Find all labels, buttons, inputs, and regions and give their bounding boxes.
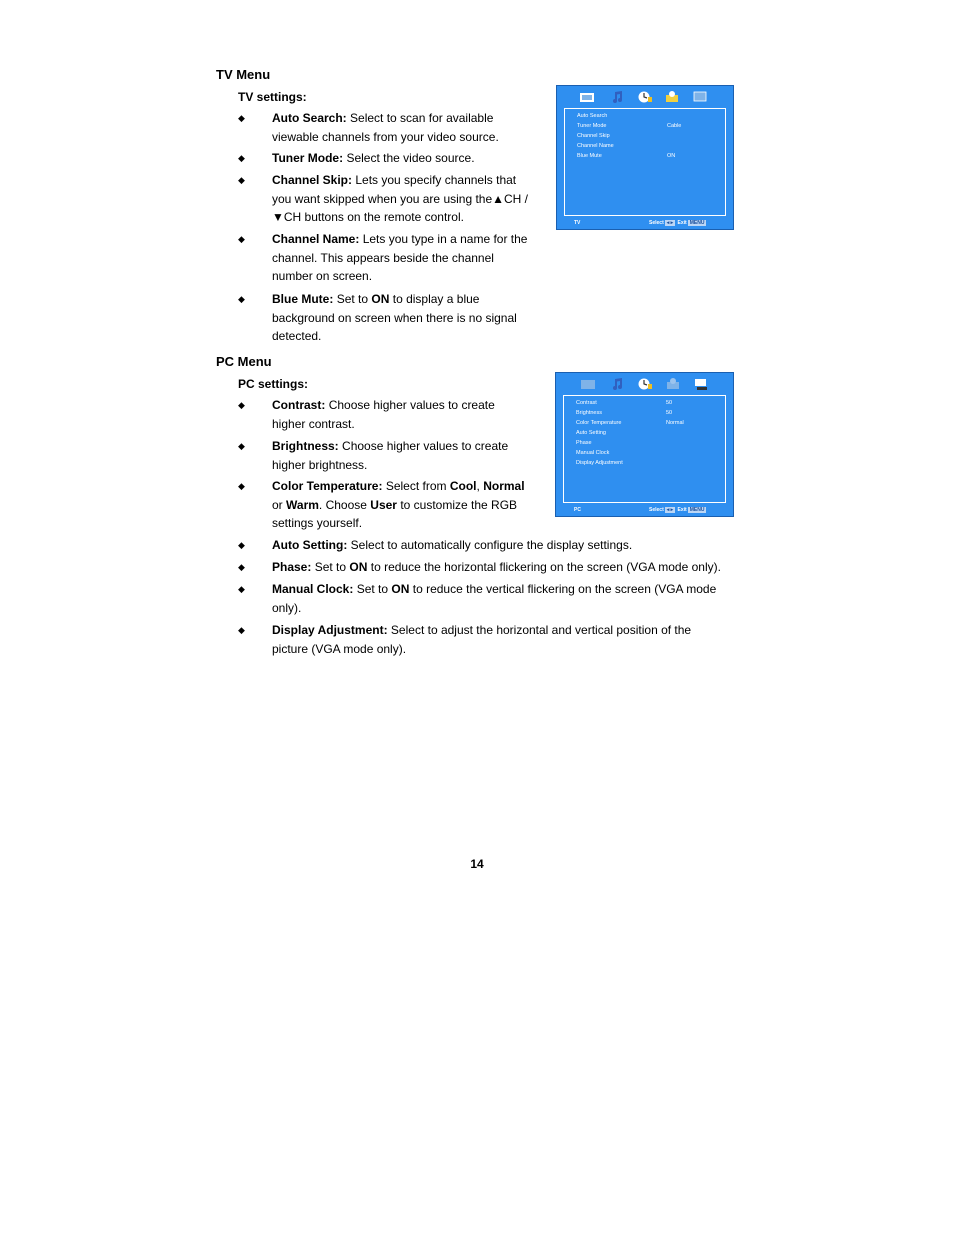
osd-menu-frame (563, 395, 726, 503)
bullet-icon: ◆ (238, 481, 245, 491)
osd-icon-bar (556, 377, 733, 393)
tv-icon (692, 90, 708, 104)
setup-icon (665, 377, 681, 391)
clock-icon (637, 377, 653, 391)
pc-menu-heading: PC Menu (216, 354, 272, 369)
tv-settings-subheading: TV settings: (238, 90, 307, 104)
bullet-icon: ◆ (238, 584, 245, 594)
osd-footer-title: TV (574, 220, 581, 226)
bullet-icon: ◆ (238, 625, 245, 635)
bullet-icon: ◆ (238, 175, 245, 185)
osd-row: Blue Mute (577, 153, 602, 159)
bullet-icon: ◆ (238, 540, 245, 550)
osd-menu-frame (564, 108, 726, 216)
tv-menu-heading: TV Menu (216, 67, 271, 82)
osd-value: 50 (666, 410, 673, 416)
osd-footer-hints: Select ◂ ▸ Exit MENU (649, 220, 705, 226)
picture-icon (580, 377, 596, 391)
setup-icon (664, 90, 680, 104)
bullet-icon: ◆ (238, 234, 245, 244)
bullet-icon: ◆ (238, 294, 245, 304)
pc-osd-screenshot (555, 372, 734, 517)
bullet-icon: ◆ (238, 562, 245, 572)
pc-icon (693, 377, 709, 391)
osd-icon-bar (557, 90, 733, 106)
osd-row: Tuner Mode (577, 123, 607, 129)
osd-value: Cable (667, 123, 682, 129)
osd-row: Phase (576, 440, 592, 446)
osd-row: Contrast (576, 400, 597, 406)
osd-footer-hints: Select ◂ ▸ Exit MENU (649, 507, 705, 513)
osd-row: Channel Name (577, 143, 614, 149)
tv-osd-screenshot (556, 85, 734, 230)
music-note-icon (609, 377, 625, 391)
bullet-icon: ◆ (238, 113, 245, 123)
osd-value: 50 (666, 400, 673, 406)
picture-icon (579, 90, 595, 104)
osd-row: Manual Clock (576, 450, 610, 456)
bullet-icon: ◆ (238, 441, 245, 451)
music-note-icon (609, 90, 625, 104)
osd-value: ON (667, 153, 676, 159)
osd-value: Normal (666, 420, 684, 426)
pc-settings-subheading: PC settings: (238, 377, 309, 391)
page-number: 14 (470, 857, 484, 871)
osd-row: Color Temperature (576, 420, 622, 426)
osd-footer-title: PC (574, 507, 581, 513)
bullet-icon: ◆ (238, 400, 245, 410)
osd-row: Auto Setting (576, 430, 606, 436)
osd-row: Channel Skip (577, 133, 610, 139)
osd-row: Brightness (576, 410, 602, 416)
osd-row: Auto Search (577, 113, 608, 119)
clock-icon (637, 90, 653, 104)
bullet-icon: ◆ (238, 153, 245, 163)
osd-row: Display Adjustment (576, 460, 623, 466)
